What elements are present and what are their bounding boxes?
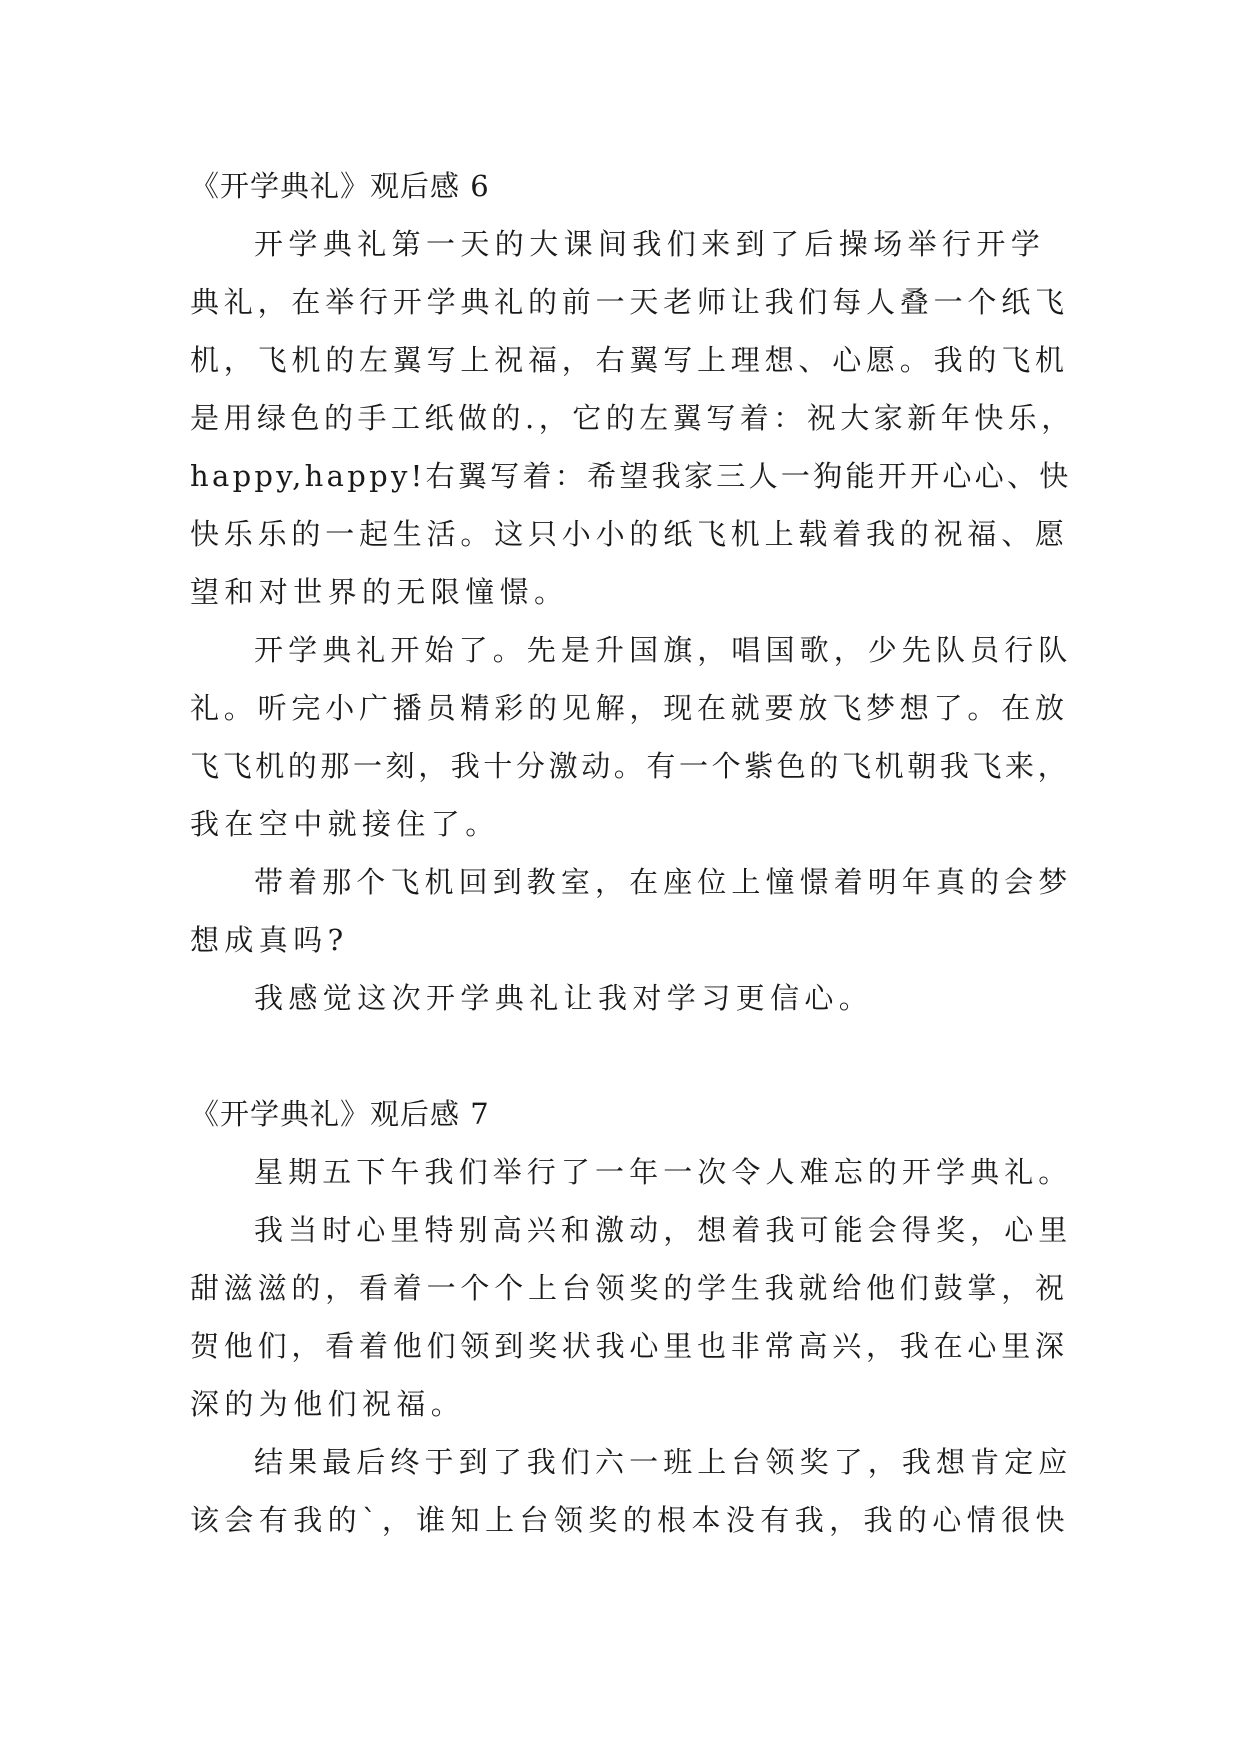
section-6-line-6: 快乐乐的一起生活。这只小小的纸飞机上载着我的祝福、愿 — [190, 517, 1069, 551]
section-6-line-9: 礼。听完小广播员精彩的见解，现在就要放飞梦想了。在放 — [190, 691, 1069, 725]
section-6-line-14: 我感觉这次开学典礼让我对学习更信心。 — [254, 981, 874, 1015]
section-6-line-5: happy,happy!右翼写着：希望我家三人一狗能开开心心、快 — [190, 459, 1072, 493]
section-7-line-2: 我当时心里特别高兴和激动，想着我可能会得奖，心里 — [254, 1213, 1073, 1247]
section-6-title: 《开学典礼》观后感 6 — [190, 169, 490, 203]
section-6-line-10: 飞飞机的那一刻，我十分激动。有一个紫色的飞机朝我飞来， — [190, 749, 1071, 783]
section-7-line-7: 该会有我的`，谁知上台领奖的根本没有我，我的心情很快 — [190, 1503, 1070, 1537]
section-7-line-3: 甜滋滋的，看着一个个上台领奖的学生我就给他们鼓掌，祝 — [190, 1271, 1069, 1305]
section-6-line-11: 我在空中就接住了。 — [190, 807, 500, 841]
section-7-line-1: 星期五下午我们举行了一年一次令人难忘的开学典礼。 — [254, 1155, 1073, 1189]
section-7-title: 《开学典礼》观后感 7 — [190, 1097, 490, 1131]
section-6-line-1: 开学典礼第一天的大课间我们来到了后操场举行开学 — [254, 227, 1046, 261]
section-7-line-5: 深的为他们祝福。 — [190, 1387, 466, 1421]
section-6-line-2: 典礼，在举行开学典礼的前一天老师让我们每人叠一个纸飞 — [190, 285, 1069, 319]
section-6-line-7: 望和对世界的无限憧憬。 — [190, 575, 569, 609]
section-6-line-12: 带着那个飞机回到教室，在座位上憧憬着明年真的会梦 — [254, 865, 1073, 899]
section-6-line-4: 是用绿色的手工纸做的.，它的左翼写着：祝大家新年快乐， — [190, 401, 1075, 435]
section-7-line-6: 结果最后终于到了我们六一班上台领奖了，我想肯定应 — [254, 1445, 1073, 1479]
section-7-line-4: 贺他们，看着他们领到奖状我心里也非常高兴，我在心里深 — [190, 1329, 1069, 1363]
section-6-line-3: 机，飞机的左翼写上祝福，右翼写上理想、心愿。我的飞机 — [190, 343, 1069, 377]
section-6-line-13: 想成真吗? — [190, 923, 349, 957]
section-6-line-8: 开学典礼开始了。先是升国旗，唱国歌，少先队员行队 — [254, 633, 1073, 667]
